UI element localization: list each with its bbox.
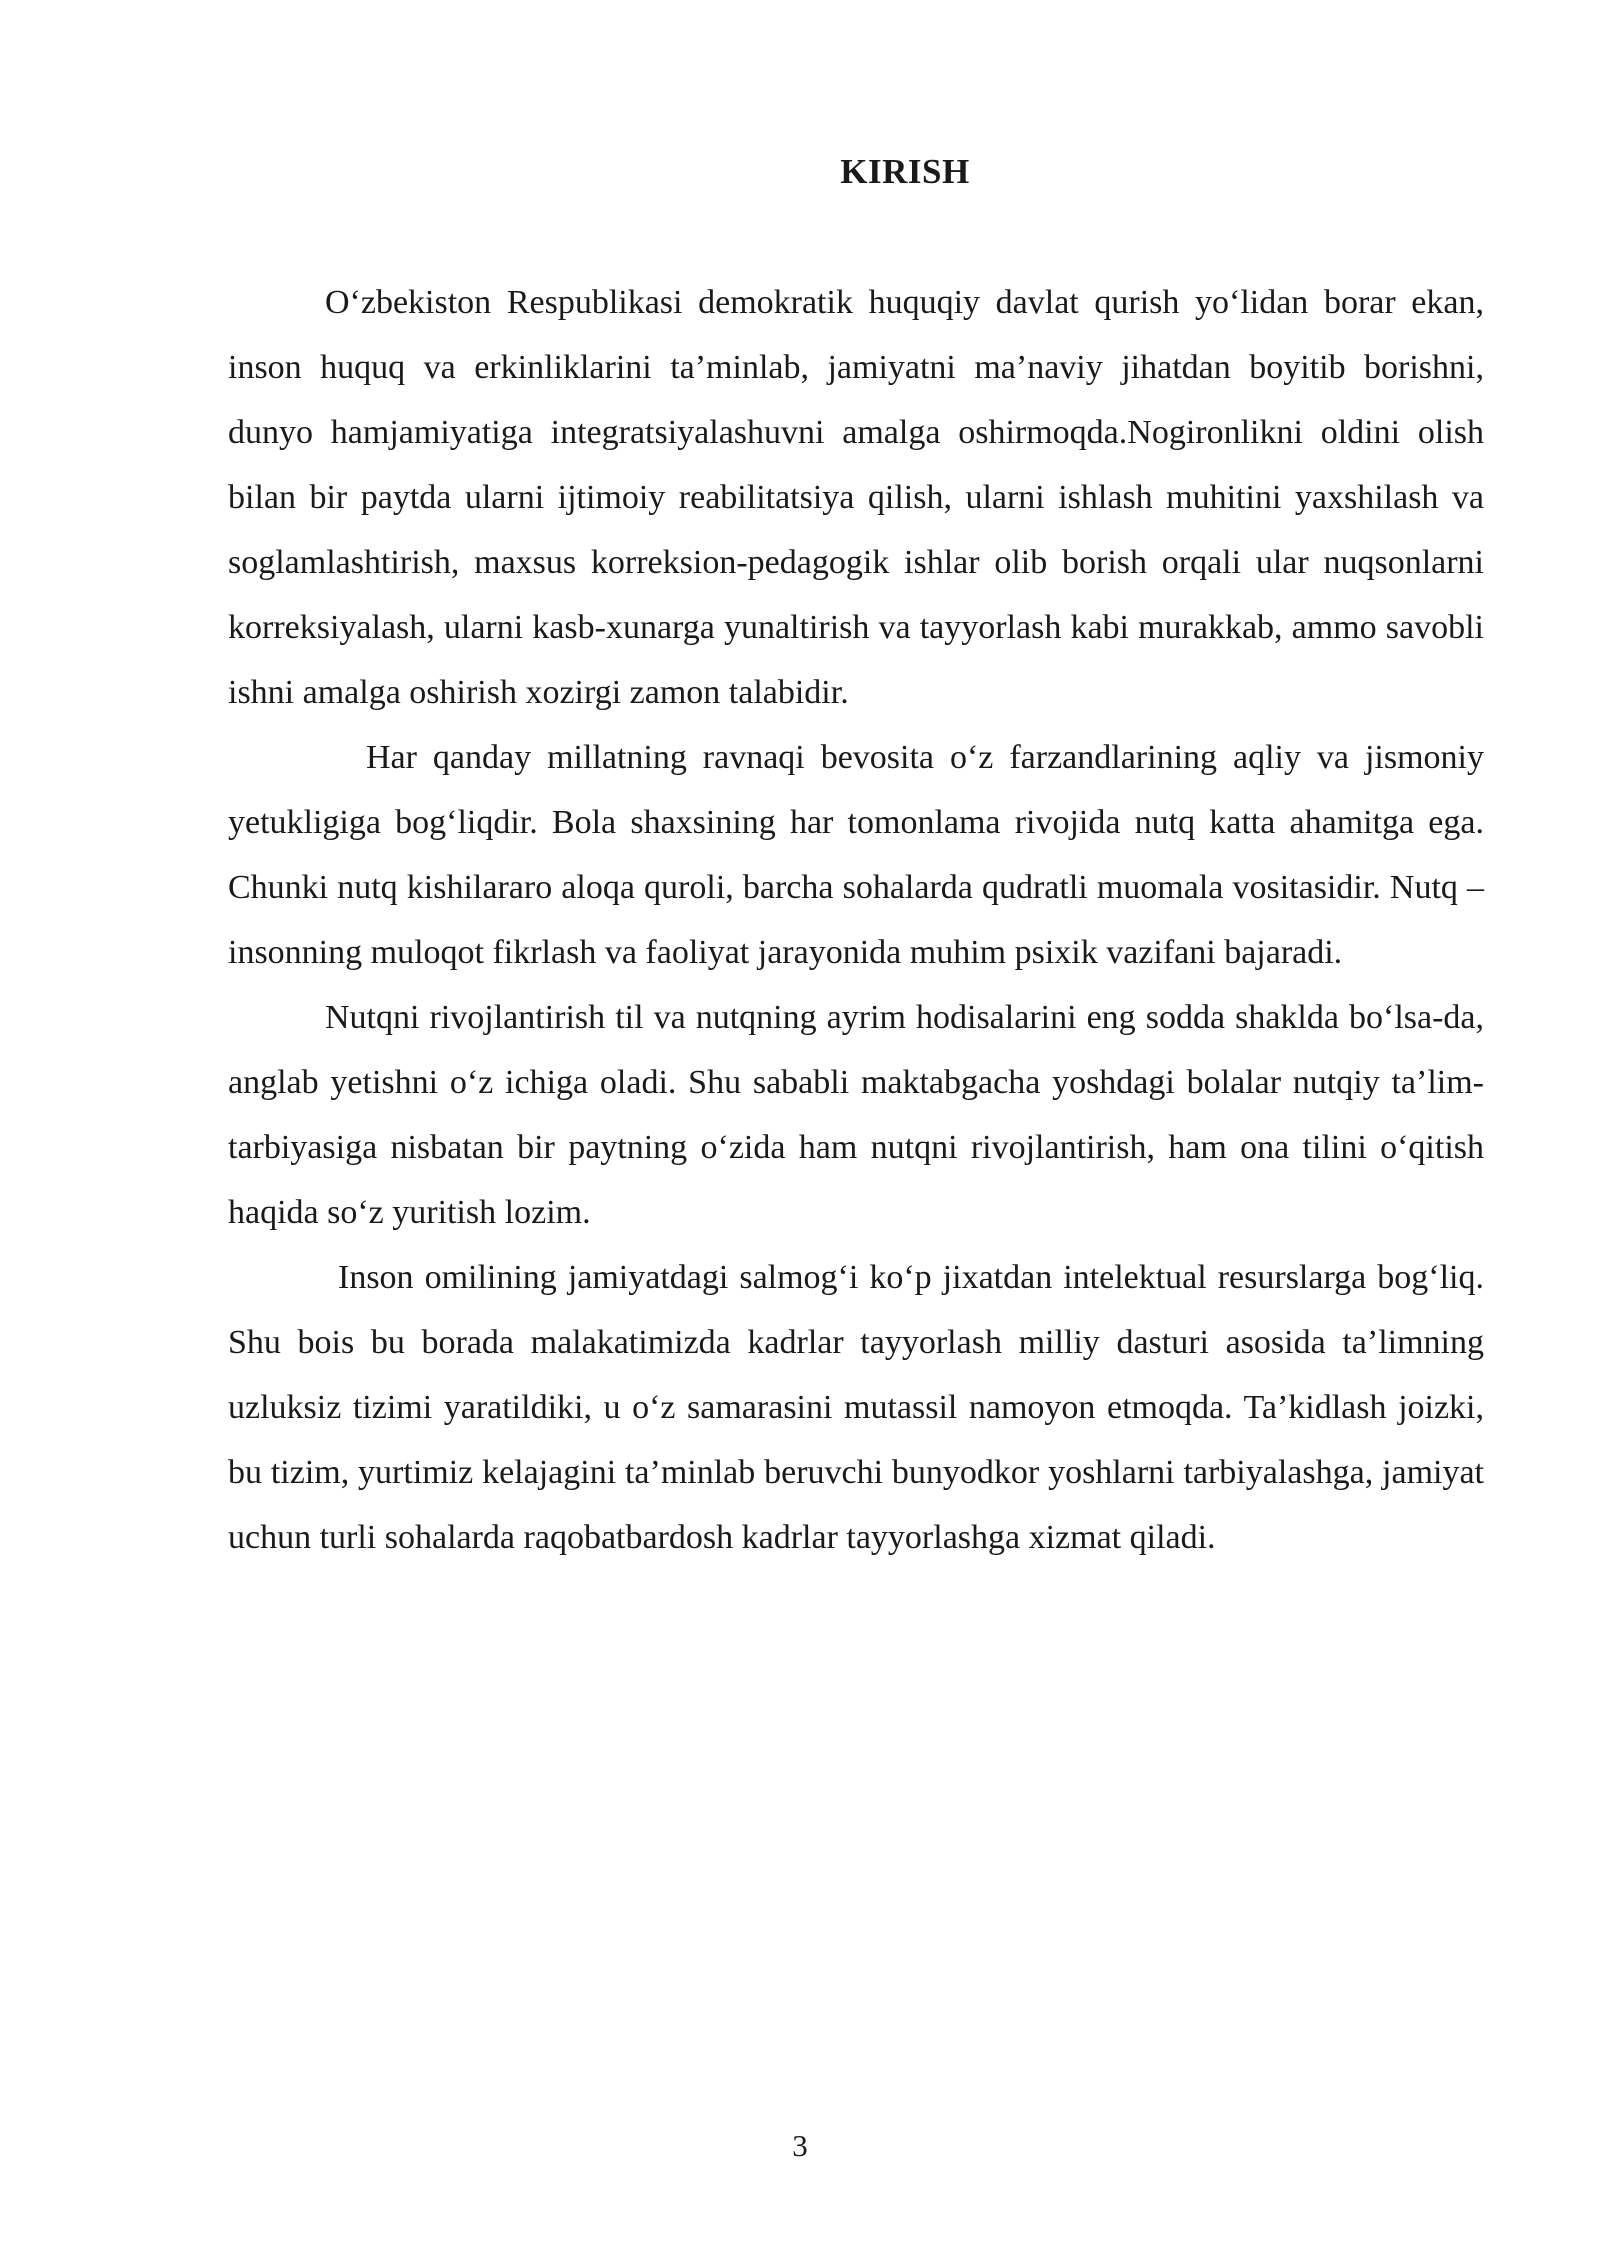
section-heading: KIRISH — [840, 152, 970, 191]
page-number: 3 — [792, 2128, 808, 2163]
paragraph-3: Nutqni rivojlantirish til va nutqning ayrim hodisalarini eng sodda shaklda bo‘lsa-da, anglab yetishni o‘z ichiga oladi. Shu sababli maktabgacha yoshdagi bolalar nutqiy ta’lim-tarbiyasiga nisbatan bir paytning o‘zida ham nutqni rivojlantirish, ham ona tilini o‘qitish haqida so‘z yuritish lozim. — [228, 999, 1484, 1231]
paragraph-2: Har qanday millatning ravnaqi bevosita o‘z farzandlarining aqliy va jismoniy yetukligiga bog‘liqdir. Bola shaxsining har tomonlama rivojida nutq katta ahamitga ega. Chunki nutq kishilararo aloqa quroli, barcha sohalarda qudratli muomala vositasidir. Nutq – insonning muloqot fikrlash va faoliyat jarayonida muhim psixik vazifani bajaradi. — [228, 739, 1484, 971]
paragraph-1: O‘zbekiston Respublikasi demokratik huquqiy davlat qurish yo‘lidan borar ekan, inson huquq va erkinliklarini ta’minlab, jamiyatni ma’naviy jihatdan boyitib borishni, dunyo hamjamiyatiga integratsiyalashuvni amalga oshirmoqda.Nogironlikni oldini olish bilan bir paytda ularni ijtimoiy reabilitatsiya qilish, ularni ishlash muhitini yaxshilash va soglamlashtirish, maxsus korreksion-pedagogik ishlar olib borish orqali ular nuqsonlarni korreksiyalash, ularni kasb-xunarga yunaltirish va tayyorlash kabi murakkab, ammo savobli ishni amalga oshirish xozirgi zamon talabidir. — [228, 284, 1484, 711]
paragraph-4: Inson omilining jamiyatdagi salmog‘i ko‘p jixatdan intelektual resurslarga bog‘liq. Shu bois bu borada malakatimizda kadrlar tayyorlash milliy dasturi asosida ta’limning uzluksiz tizimi yaratildiki, u o‘z samarasini mutassil namoyon etmoqda. Ta’kidlash joizki, bu tizim, yurtimiz kelajagini ta’minlab beruvchi bunyodkor yoshlarni tarbiyalashga, jamiyat uchun turli sohalarda raqobatbardosh kadrlar tayyorlashga xizmat qiladi. — [228, 1259, 1484, 1556]
body-text — [228, 270, 1484, 1570]
